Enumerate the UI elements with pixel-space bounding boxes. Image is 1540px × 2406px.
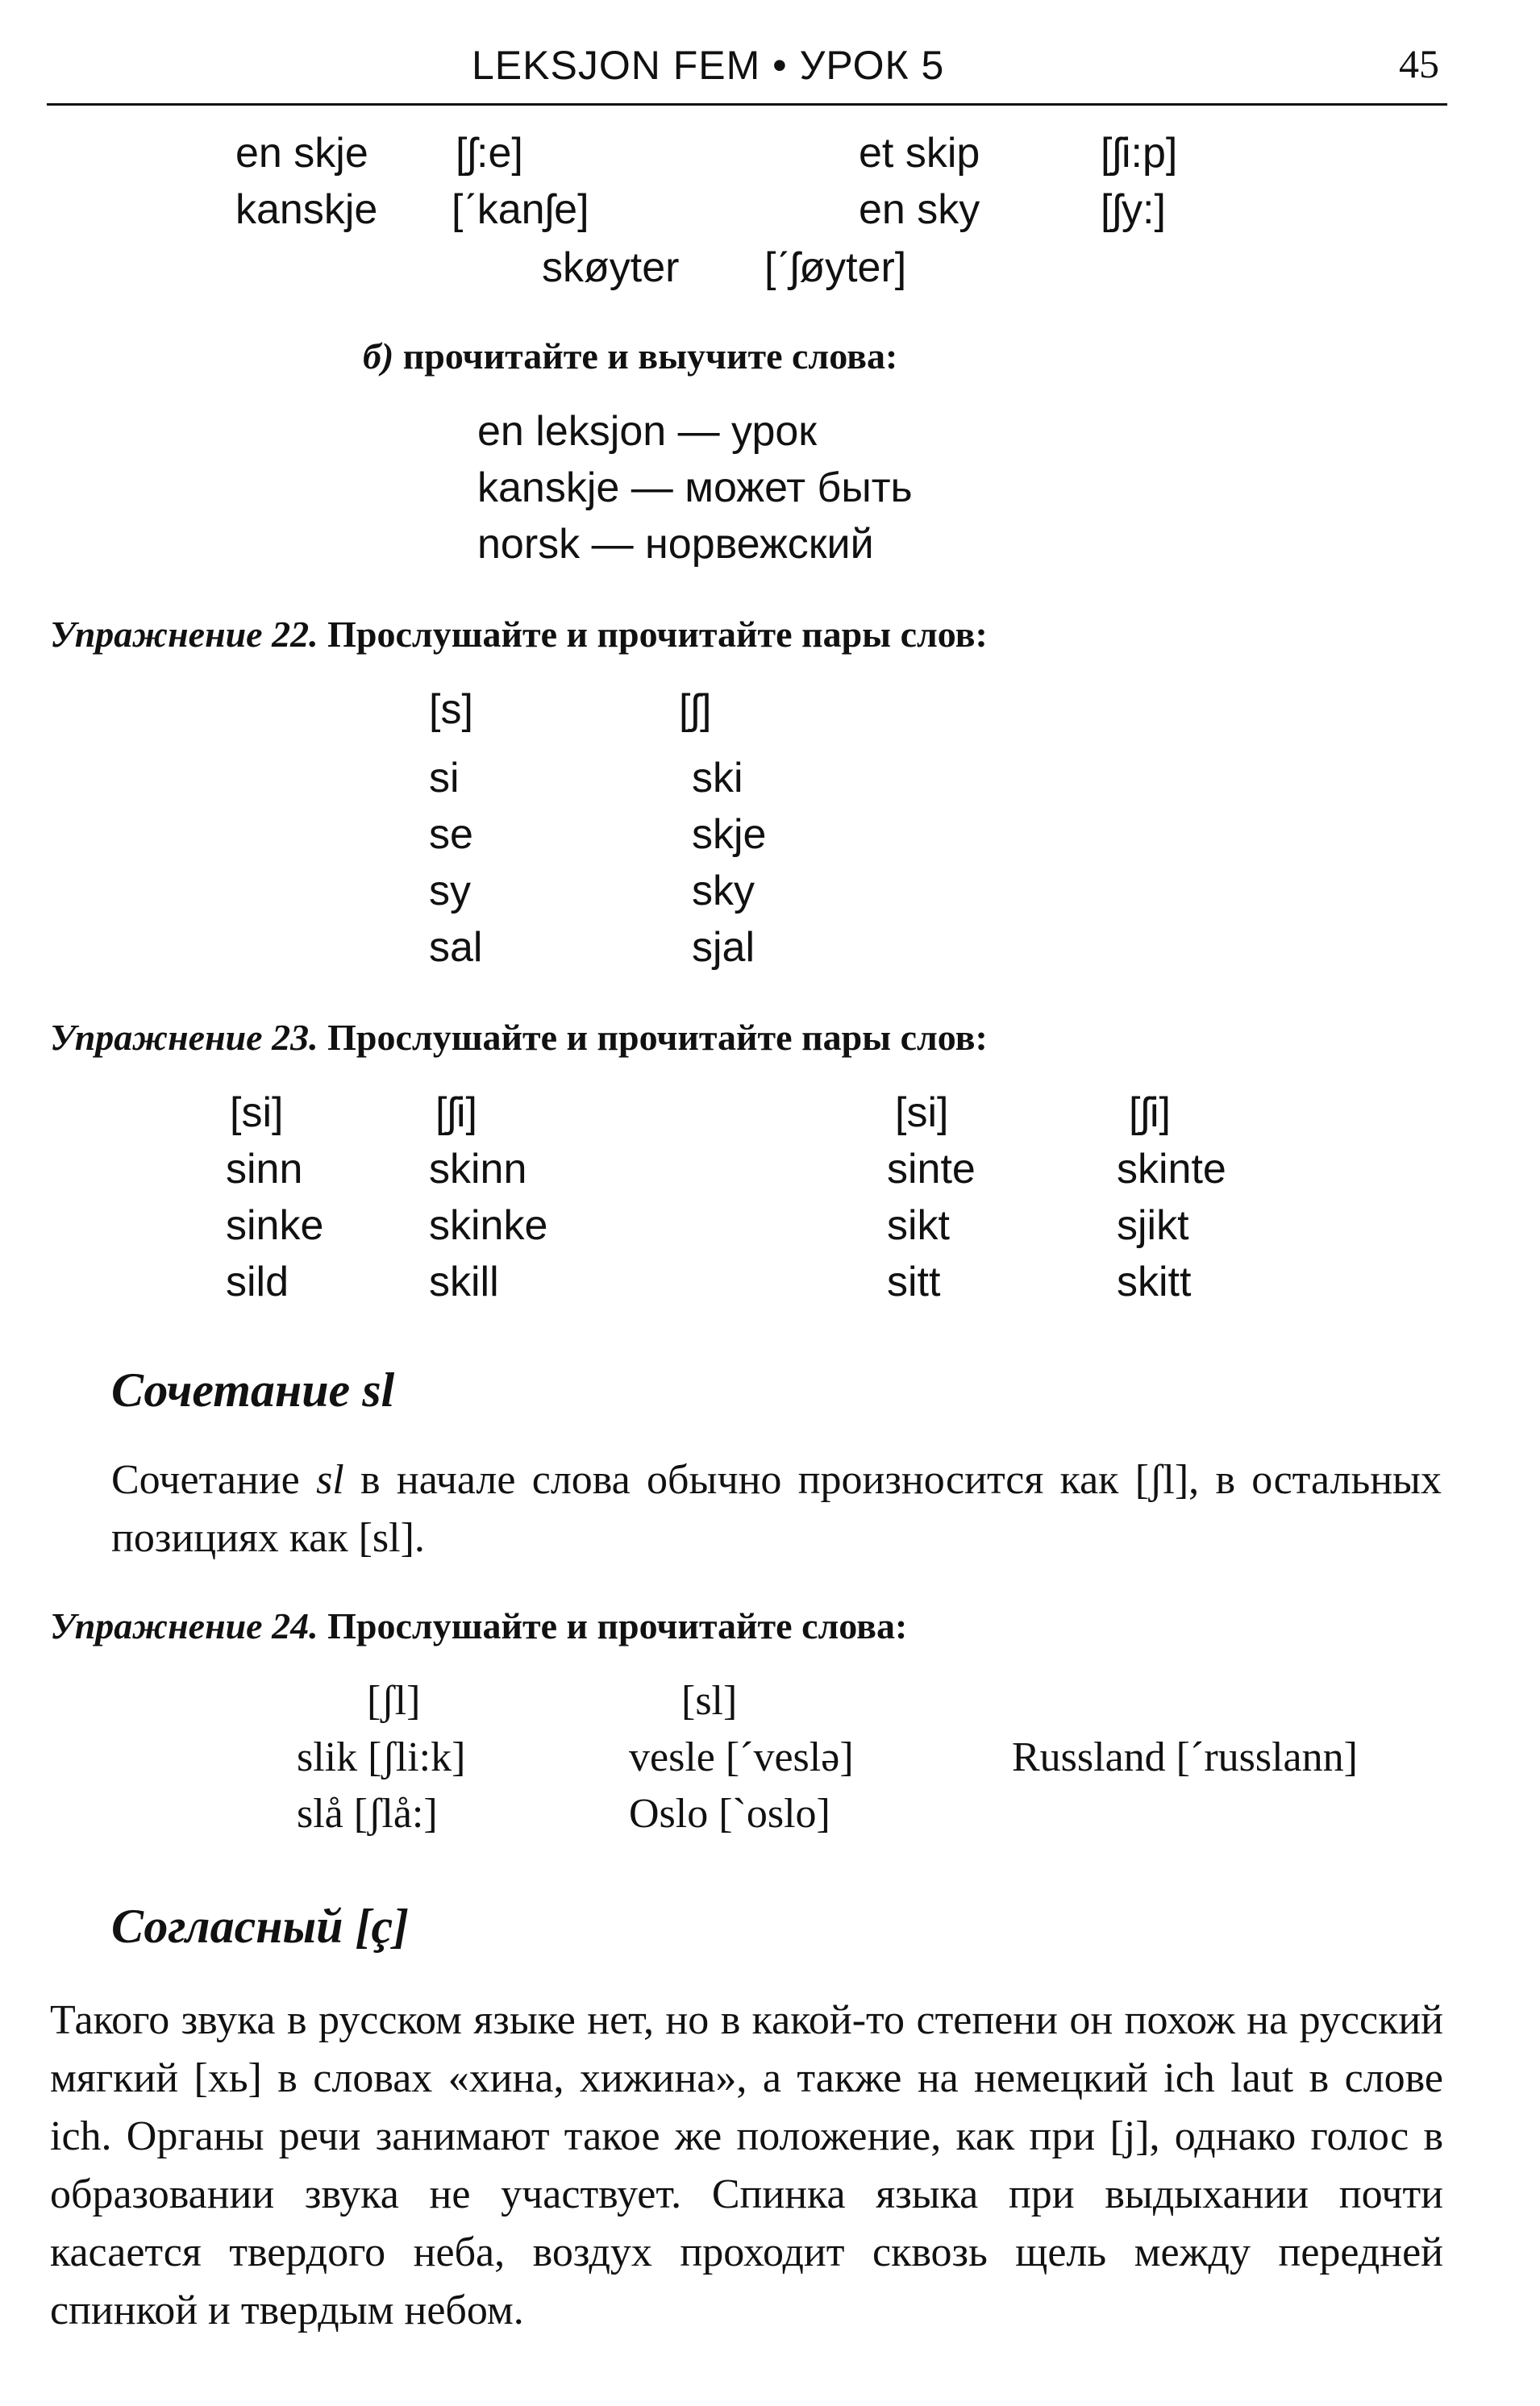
section-c-paragraph: Такого звука в русском языке нет, но в какой-то степени он похож на русский мягкий [хь] в словах «хина, хижина», а также на немецкий ich laut в слове ich. Органы речи занимают такое же положение, как при [j], однако голос в образовании звука не участвует. Спинка языка при выдыхании почти касается твердого неба, воздух проходит сквозь щель между передней спинкой и твердым небом. [50, 1997, 1443, 2333]
section-heading-sl: Сочетание sl [111, 1363, 395, 1417]
ex23-col1-item: sild [226, 1259, 289, 1305]
word: kanskje [235, 186, 378, 233]
ex23-col4-item: [ʃi] [1129, 1089, 1171, 1136]
vocab-entry: kanskje — может быть [477, 464, 913, 511]
exercise-24-label: Упражнение 24. [50, 1605, 318, 1646]
transcription: [ʃ:e] [456, 130, 523, 177]
transcription: [ʃi:p] [1101, 130, 1178, 177]
transcription: [ˊʃøyter] [764, 244, 907, 291]
section-heading-c: Согласный [ç] [111, 1900, 410, 1953]
ex23-col2-item: skinke [429, 1202, 548, 1249]
exercise-22-label: Упражнение 22. [50, 614, 318, 655]
word: skøyter [542, 244, 680, 291]
header-rule [47, 103, 1447, 106]
para-emphasis: sl [316, 1457, 344, 1503]
exercise-23-label: Упражнение 23. [50, 1017, 318, 1058]
exercise-23-text: Прослушайте и прочитайте пары слов: [318, 1017, 988, 1058]
ex23-col3-item: [si] [895, 1089, 949, 1136]
ex22-col2-item: sjal [692, 924, 755, 971]
word: en sky [859, 186, 980, 233]
exercise-22-text: Прослушайте и прочитайте пары слов: [318, 614, 988, 655]
ex22-col1-item: si [429, 755, 460, 801]
ex22-col1-item: [s] [429, 686, 473, 733]
ex24-col1-item: slik [ʃli:k] [297, 1734, 466, 1780]
ex23-col2-item: [ʃi] [435, 1089, 477, 1136]
section-sl-paragraph [111, 1451, 1442, 1567]
exercise-23-title [50, 1016, 988, 1059]
para-text: в начале слова обычно произносится как [ʃl], в остальных позициях как [sl]. [111, 1457, 1442, 1561]
ex23-col1-item: [si] [230, 1089, 284, 1136]
ex23-col4-item: sjikt [1117, 1202, 1189, 1249]
para-text: Сочетание [111, 1457, 317, 1503]
ex24-col2-item: Oslo [ˋoslo] [629, 1791, 830, 1837]
ex22-col2-item: ski [692, 755, 743, 801]
running-head: LEKSJON FEM • УРОК 5 [472, 43, 945, 88]
ex22-col2-item: [ʃ] [679, 686, 712, 733]
vocab-entry: en leksjon — урок [477, 408, 818, 455]
exercise-24-text: Прослушайте и прочитайте слова: [318, 1605, 908, 1646]
ex23-col1-item: sinn [226, 1146, 303, 1193]
instruction-b [363, 335, 897, 377]
ex23-col4-item: skitt [1117, 1259, 1192, 1305]
instruction-b-prefix: б) [363, 335, 394, 377]
ex23-col3-item: sikt [887, 1202, 950, 1249]
exercise-24-title [50, 1605, 907, 1647]
page-number: 45 [1399, 41, 1439, 86]
ex24-col1-item: [ʃl] [367, 1678, 421, 1724]
ex22-col2-item: skje [692, 811, 767, 858]
ex22-col1-item: sy [429, 868, 471, 914]
exercise-22-title [50, 613, 988, 656]
word: en skje [235, 130, 368, 177]
transcription: [ʃy:] [1101, 186, 1166, 233]
ex23-col3-item: sinte [887, 1146, 976, 1193]
ex22-col1-item: sal [429, 924, 483, 971]
ex24-col2-item: [sl] [681, 1678, 738, 1724]
ex23-col2-item: skinn [429, 1146, 527, 1193]
instruction-b-text: прочитайте и выучите слова: [393, 335, 898, 377]
vocab-entry: norsk — норвежский [477, 521, 874, 568]
ex24-col3-item: Russland [ˊrusslann] [1012, 1734, 1358, 1780]
ex23-col3-item: sitt [887, 1259, 941, 1305]
ex22-col1-item: se [429, 811, 473, 858]
ex22-col2-item: sky [692, 868, 755, 914]
ex24-col2-item: vesle [ˊveslə] [629, 1734, 854, 1780]
transcription: [ˊkanʃe] [452, 186, 589, 233]
word: et skip [859, 130, 980, 177]
ex23-col2-item: skill [429, 1259, 499, 1305]
ex23-col4-item: skinte [1117, 1146, 1226, 1193]
ex24-col1-item: slå [ʃlå:] [297, 1791, 438, 1837]
ex23-col1-item: sinke [226, 1202, 324, 1249]
